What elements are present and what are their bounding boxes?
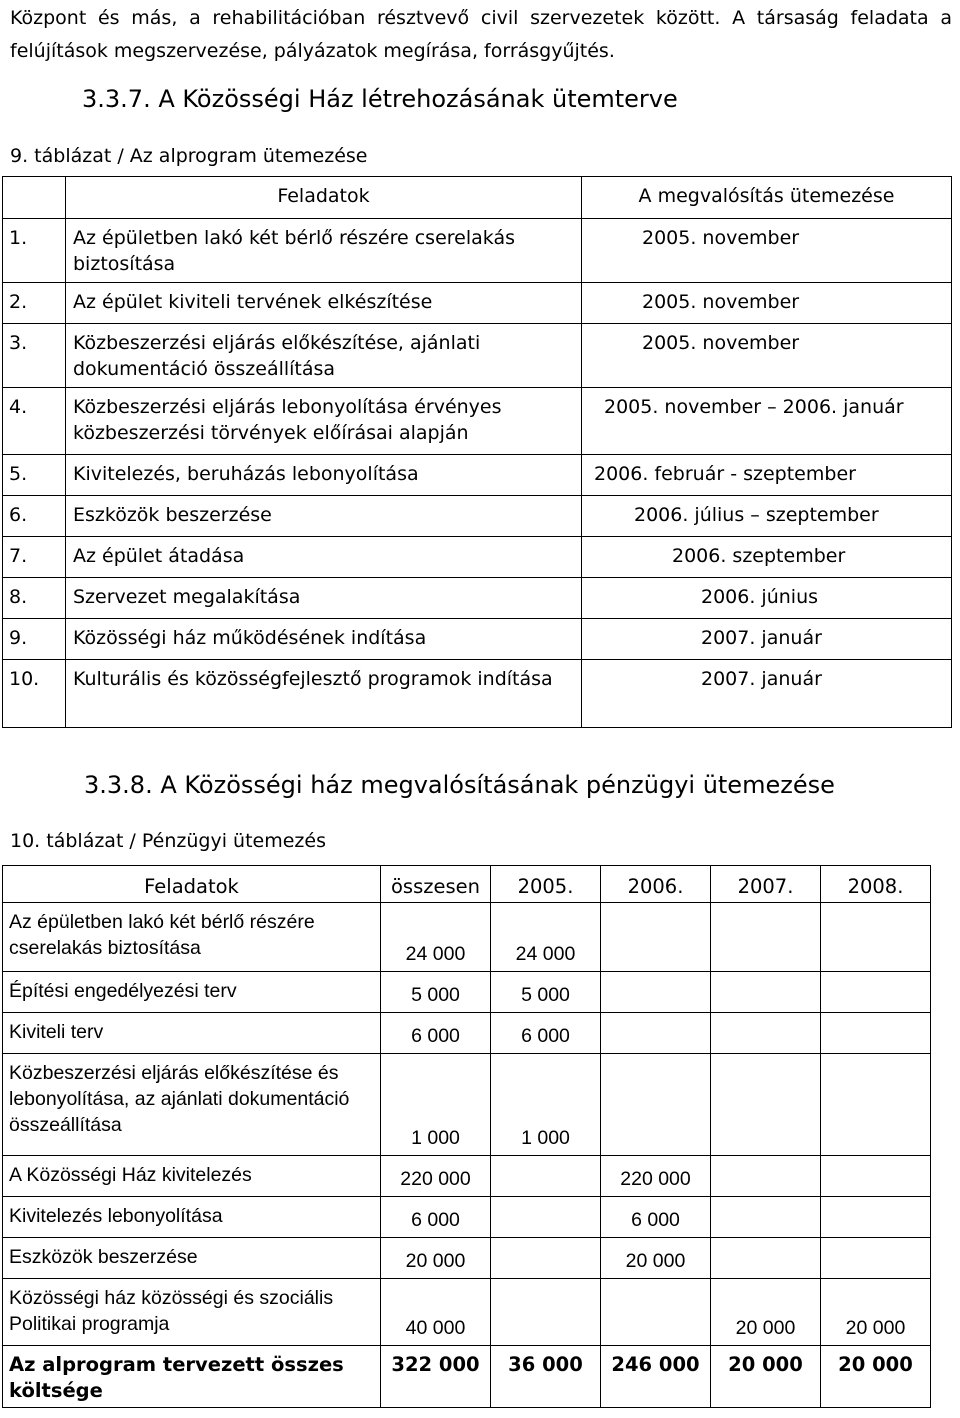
row-number: 10. [3, 660, 66, 728]
cell-value [821, 972, 931, 1013]
table-row [3, 388, 952, 455]
cell-value: 24 000 [491, 903, 601, 972]
cell-value [821, 903, 931, 972]
cell-total: 5 000 [381, 972, 491, 1013]
cell-value [601, 1279, 711, 1346]
cell-value: 1 000 [491, 1054, 601, 1156]
table-row [3, 1197, 931, 1238]
row-number: 7. [3, 537, 66, 578]
table-row [3, 1238, 931, 1279]
table-row [3, 1156, 931, 1197]
section-heading-schedule [82, 84, 678, 114]
cell-value: 220 000 [601, 1156, 711, 1197]
table-row [3, 455, 952, 496]
header-schedule: A megvalósítás ütemezése [582, 177, 952, 219]
row-date: 2007. január [582, 619, 952, 660]
cell-value: 6 000 [601, 1197, 711, 1238]
row-number: 4. [3, 388, 66, 455]
cell-value [601, 903, 711, 972]
row-date: 2006. szeptember [582, 537, 952, 578]
row-task: Kivitelezés, beruházás lebonyolítása [66, 455, 582, 496]
row-task: Eszközök beszerzése [66, 496, 582, 537]
total-sum: 322 000 [381, 1346, 491, 1408]
schedule-table [2, 176, 952, 728]
row-task: Az épületben lakó két bérlő részére cserelakás biztosítása [3, 903, 381, 972]
cell-value [711, 1156, 821, 1197]
row-number: 6. [3, 496, 66, 537]
table-row [3, 1013, 931, 1054]
cell-value [821, 1156, 931, 1197]
cell-value [491, 1279, 601, 1346]
header-task: Feladatok [66, 177, 582, 219]
cell-value: 20 000 [601, 1238, 711, 1279]
row-date: 2007. január [582, 660, 952, 728]
cell-value [711, 1238, 821, 1279]
row-task: Kivitelezés lebonyolítása [3, 1197, 381, 1238]
cell-value [711, 1013, 821, 1054]
cell-value [711, 1197, 821, 1238]
total-row [3, 1346, 931, 1408]
table-row [3, 619, 952, 660]
table-row [3, 219, 952, 283]
row-date: 2005. november [582, 324, 952, 388]
cell-value [821, 1013, 931, 1054]
cell-value: 20 000 [821, 1279, 931, 1346]
cell-value [491, 1197, 601, 1238]
intro-paragraph: Központ és más, a rehabilitációban résztvevő civil szervezetek között. A társaság feladata a felújítások megszervezése, pályázatok megírása, forrásgyűjtés. [10, 7, 952, 62]
header-year: 2007. [711, 866, 821, 903]
row-task: Eszközök beszerzése [3, 1238, 381, 1279]
row-date: 2006. február - szeptember [582, 455, 952, 496]
table-caption-schedule: 9. táblázat / Az alprogram ütemezése [10, 145, 368, 167]
row-task: Közbeszerzési eljárás előkészítése és lebonyolítása, az ajánlati dokumentáció összeállítása [3, 1054, 381, 1156]
row-task: Az épület átadása [66, 537, 582, 578]
header-year: 2006. [601, 866, 711, 903]
table-row [3, 578, 952, 619]
row-number: 1. [3, 219, 66, 283]
row-task: Közösségi ház közösségi és szociális Politikai programja [3, 1279, 381, 1346]
total-year: 20 000 [821, 1346, 931, 1408]
table-caption-finance: 10. táblázat / Pénzügyi ütemezés [10, 830, 326, 852]
row-number: 8. [3, 578, 66, 619]
cell-value [601, 1054, 711, 1156]
cell-value [601, 972, 711, 1013]
table-row [3, 660, 952, 728]
row-number: 5. [3, 455, 66, 496]
row-task: Az épület kiviteli tervének elkészítése [66, 283, 582, 324]
row-date: 2005. november [582, 283, 952, 324]
section-number: 3.3.7. [82, 85, 151, 113]
cell-value: 6 000 [491, 1013, 601, 1054]
cell-value: 20 000 [711, 1279, 821, 1346]
table-row [3, 283, 952, 324]
cell-value [821, 1197, 931, 1238]
table-row [3, 537, 952, 578]
row-date: 2006. július – szeptember [582, 496, 952, 537]
section-number: 3.3.8. [84, 771, 153, 799]
section-title: A Közösségi ház megvalósításának pénzügyi ütemezése [160, 771, 835, 799]
table-row [3, 972, 931, 1013]
section-title: A Közösségi Ház létrehozásának ütemterve [158, 85, 678, 113]
row-number: 3. [3, 324, 66, 388]
row-task: A Közösségi Ház kivitelezés [3, 1156, 381, 1197]
schedule-header-row [3, 177, 952, 219]
row-task: Közbeszerzési eljárás lebonyolítása érvényes közbeszerzési törvények előírásai alapján [66, 388, 582, 455]
total-label: Az alprogram tervezett összes költsége [3, 1346, 381, 1408]
cell-value [601, 1013, 711, 1054]
cell-total: 220 000 [381, 1156, 491, 1197]
row-task: Közbeszerzési eljárás előkészítése, ajánlati dokumentáció összeállítása [66, 324, 582, 388]
row-date: 2005. november [582, 219, 952, 283]
cell-total: 1 000 [381, 1054, 491, 1156]
table-row [3, 903, 931, 972]
row-date: 2005. november – 2006. január [582, 388, 952, 455]
table-row [3, 324, 952, 388]
row-task: Szervezet megalakítása [66, 578, 582, 619]
row-task: Kiviteli terv [3, 1013, 381, 1054]
cell-value [491, 1156, 601, 1197]
cell-total: 6 000 [381, 1197, 491, 1238]
section-heading-finance [84, 770, 835, 800]
cell-value [711, 972, 821, 1013]
row-number: 9. [3, 619, 66, 660]
cell-total: 20 000 [381, 1238, 491, 1279]
table-row [3, 1054, 931, 1156]
total-year: 246 000 [601, 1346, 711, 1408]
row-number: 2. [3, 283, 66, 324]
total-year: 36 000 [491, 1346, 601, 1408]
cell-value [821, 1054, 931, 1156]
header-task: Feladatok [3, 866, 381, 903]
header-total: összesen [381, 866, 491, 903]
cell-value [711, 903, 821, 972]
cell-value [491, 1238, 601, 1279]
row-task: Közösségi ház működésének indítása [66, 619, 582, 660]
row-task: Kulturális és közösségfejlesztő programok indítása [66, 660, 582, 728]
cell-total: 24 000 [381, 903, 491, 972]
cell-total: 40 000 [381, 1279, 491, 1346]
row-task: Az épületben lakó két bérlő részére cserelakás biztosítása [66, 219, 582, 283]
header-num-cell [3, 177, 66, 219]
cell-value: 5 000 [491, 972, 601, 1013]
header-year: 2005. [491, 866, 601, 903]
row-task: Építési engedélyezési terv [3, 972, 381, 1013]
row-date: 2006. június [582, 578, 952, 619]
header-year: 2008. [821, 866, 931, 903]
finance-header-row [3, 866, 931, 903]
table-row [3, 496, 952, 537]
total-year: 20 000 [711, 1346, 821, 1408]
table-row [3, 1279, 931, 1346]
cell-total: 6 000 [381, 1013, 491, 1054]
cell-value [711, 1054, 821, 1156]
cell-value [821, 1238, 931, 1279]
finance-table [2, 865, 931, 1408]
